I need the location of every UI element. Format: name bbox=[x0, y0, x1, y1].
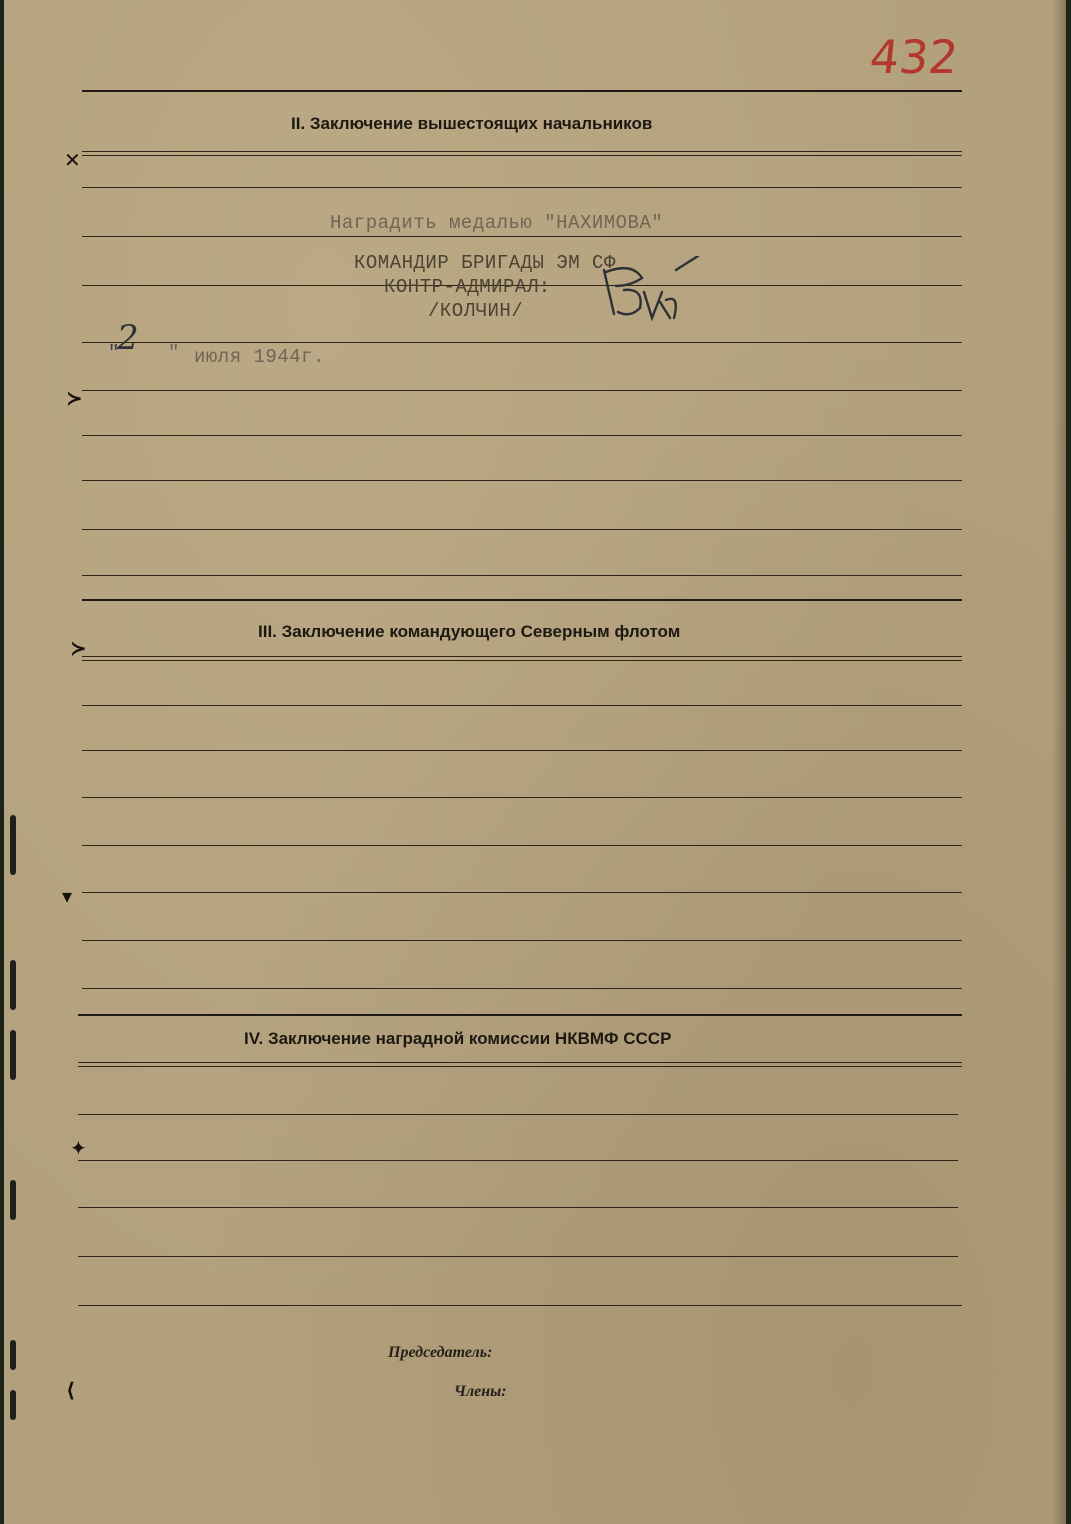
form-rule bbox=[78, 1256, 958, 1257]
form-rule bbox=[82, 435, 962, 436]
form-rule bbox=[82, 151, 962, 156]
section4-title: IV. Заключение наградной комиссии НКВМФ СССР bbox=[244, 1029, 672, 1048]
stitch-mark bbox=[10, 1340, 16, 1370]
chairman-label: Председатель: bbox=[388, 1344, 493, 1361]
form-rule bbox=[82, 342, 962, 343]
stitch-mark bbox=[10, 960, 16, 1010]
page-number: 432 bbox=[867, 30, 961, 84]
award-recommendation-text: Наградить медалью "НАХИМОВА" bbox=[330, 212, 664, 234]
commander-title-text: КОМАНДИР БРИГАДЫ ЭМ СФ bbox=[354, 252, 616, 274]
form-rule bbox=[82, 236, 962, 237]
stitch-mark bbox=[10, 1030, 16, 1080]
section4-top-rule bbox=[78, 1014, 962, 1016]
form-rule bbox=[78, 1207, 958, 1208]
commander-name-text: /КОЛЧИН/ bbox=[428, 300, 524, 322]
binding-mark-icon: ≻ bbox=[70, 636, 87, 660]
binding-mark-icon: ▾ bbox=[62, 884, 73, 908]
form-rule bbox=[82, 656, 962, 661]
binding-mark-icon: ≻ bbox=[66, 386, 83, 410]
handwritten-signature bbox=[600, 256, 710, 336]
form-rule bbox=[78, 1114, 958, 1115]
rank-text: КОНТР-АДМИРАЛ: bbox=[384, 276, 551, 298]
binding-mark-icon: ✦ bbox=[70, 1136, 87, 1160]
form-rule bbox=[82, 480, 962, 481]
binding-mark-icon: ⟨ bbox=[66, 1378, 76, 1402]
form-rule bbox=[82, 892, 962, 893]
form-rule bbox=[82, 988, 962, 989]
section3-title: III. Заключение командующего Северным флотом bbox=[258, 622, 681, 641]
form-rule bbox=[82, 575, 962, 576]
stitch-mark bbox=[10, 1180, 16, 1220]
form-rule bbox=[78, 1160, 958, 1161]
section2-title: II. Заключение вышестоящих начальников bbox=[291, 114, 653, 133]
section3-top-rule bbox=[82, 599, 962, 601]
form-rule bbox=[82, 187, 962, 188]
section2-top-rule bbox=[82, 90, 962, 92]
binding-mark-icon: ✕ bbox=[64, 148, 81, 172]
date-quote-open: " bbox=[108, 342, 120, 364]
form-rule bbox=[82, 845, 962, 846]
date-quote-close: " bbox=[168, 342, 180, 364]
form-rule bbox=[82, 529, 962, 530]
form-rule bbox=[78, 1305, 962, 1306]
stitch-mark bbox=[10, 1390, 16, 1420]
form-rule bbox=[82, 940, 962, 941]
document-sheet bbox=[4, 0, 1066, 1524]
form-rule bbox=[82, 797, 962, 798]
stitch-mark bbox=[10, 815, 16, 875]
form-rule bbox=[82, 705, 962, 706]
sheet-edge-shadow bbox=[1052, 0, 1066, 1524]
date-day-handwritten: 2 bbox=[117, 318, 139, 358]
date-month-year: июля 1944г. bbox=[194, 346, 325, 368]
form-rule bbox=[78, 1062, 962, 1067]
form-rule bbox=[82, 390, 962, 391]
members-label: Члены: bbox=[454, 1383, 507, 1400]
form-rule bbox=[82, 750, 962, 751]
